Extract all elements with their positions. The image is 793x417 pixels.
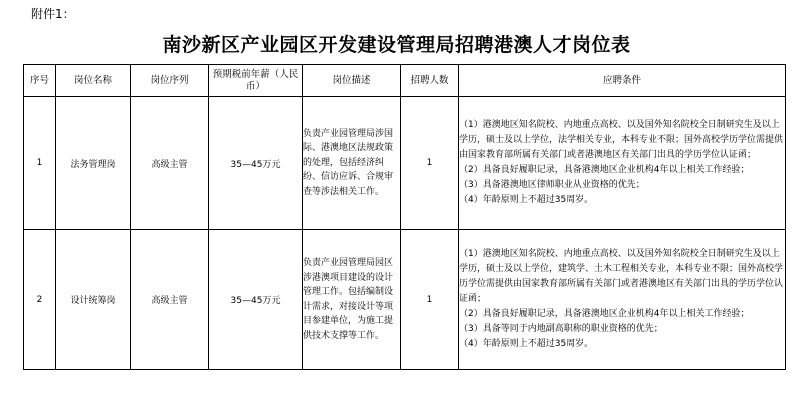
page-title: 南沙新区产业园区开发建设管理局招聘港澳人才岗位表 bbox=[162, 34, 631, 56]
cell-headcount: 1 bbox=[401, 97, 459, 230]
requirement-item: （4）年龄原则上不超过35周岁。 bbox=[459, 339, 594, 349]
cell-requirements bbox=[459, 230, 786, 370]
cell-position-name: 法务管理岗 bbox=[56, 97, 131, 230]
header-expected-salary: 预期税前年薪（人民币） bbox=[209, 65, 303, 97]
table-row bbox=[24, 230, 786, 370]
requirement-item: （2）具备良好履职记录，具备港澳地区企业机构4年以上相关工作经验； bbox=[459, 165, 750, 175]
cell-position-sequence: 高级主管 bbox=[131, 230, 209, 370]
requirement-item: （1）港澳地区知名院校、内地重点高校、以及国外知名院校全日制研究生及以上学历，硕士及以上学位，法学相关专业，本科专业不限；国外高校学历学位需提供由国家教育部所属有关部门或者港澳地区有关部门出具的学历学位认证函； bbox=[459, 120, 784, 160]
table-header-row bbox=[24, 65, 786, 97]
cell-position-sequence: 高级主管 bbox=[131, 97, 209, 230]
requirement-item: （3）具备等同于内地副高职称的职业资格的优先； bbox=[459, 324, 663, 334]
cell-number: 1 bbox=[24, 97, 56, 230]
requirement-item: （2）具备良好履职记录，具备港澳地区企业机构4年以上相关工作经验； bbox=[459, 309, 750, 319]
attachment-label: 附件1： bbox=[31, 7, 75, 21]
cell-salary: 35—45万元 bbox=[209, 97, 303, 230]
header-headcount: 招聘人数 bbox=[401, 65, 459, 97]
cell-description: 负责产业园管理局涉国际、港澳地区法规政策的处理，包括经济纠纷、信访应诉、合规审查等涉法相关工作。 bbox=[303, 97, 401, 230]
cell-position-name: 设计统筹岗 bbox=[56, 230, 131, 370]
cell-salary: 35—45万元 bbox=[209, 230, 303, 370]
table-row bbox=[24, 97, 786, 230]
header-description: 岗位描述 bbox=[303, 65, 401, 97]
job-table bbox=[23, 64, 786, 370]
requirement-item: （4）年龄原则上不超过35周岁。 bbox=[459, 195, 594, 205]
cell-requirements bbox=[459, 97, 786, 230]
requirement-item: （3）具备港澳地区律师职业从业资格的优先； bbox=[459, 180, 645, 190]
header-position-name: 岗位名称 bbox=[56, 65, 131, 97]
header-position-sequence: 岗位序列 bbox=[131, 65, 209, 97]
cell-number: 2 bbox=[24, 230, 56, 370]
header-requirements: 应聘条件 bbox=[459, 65, 786, 97]
requirement-item: （1）港澳地区知名院校、内地重点高校、以及国外知名院校全日制研究生及以上学历，硕士及以上学位，建筑学、土木工程相关专业，本科专业不限；国外高校学历学位需提供由国家教育部所属有关部门或者港澳地区有关部门出具的学历学位认证函； bbox=[459, 249, 784, 304]
cell-headcount: 1 bbox=[401, 230, 459, 370]
header-number: 序号 bbox=[24, 65, 56, 97]
cell-description: 负责产业园管理局园区涉港澳项目建设的设计管理工作。包括编制设计需求，对接设计等项目参建单位，为施工提供技术支撑等工作。 bbox=[303, 230, 401, 370]
